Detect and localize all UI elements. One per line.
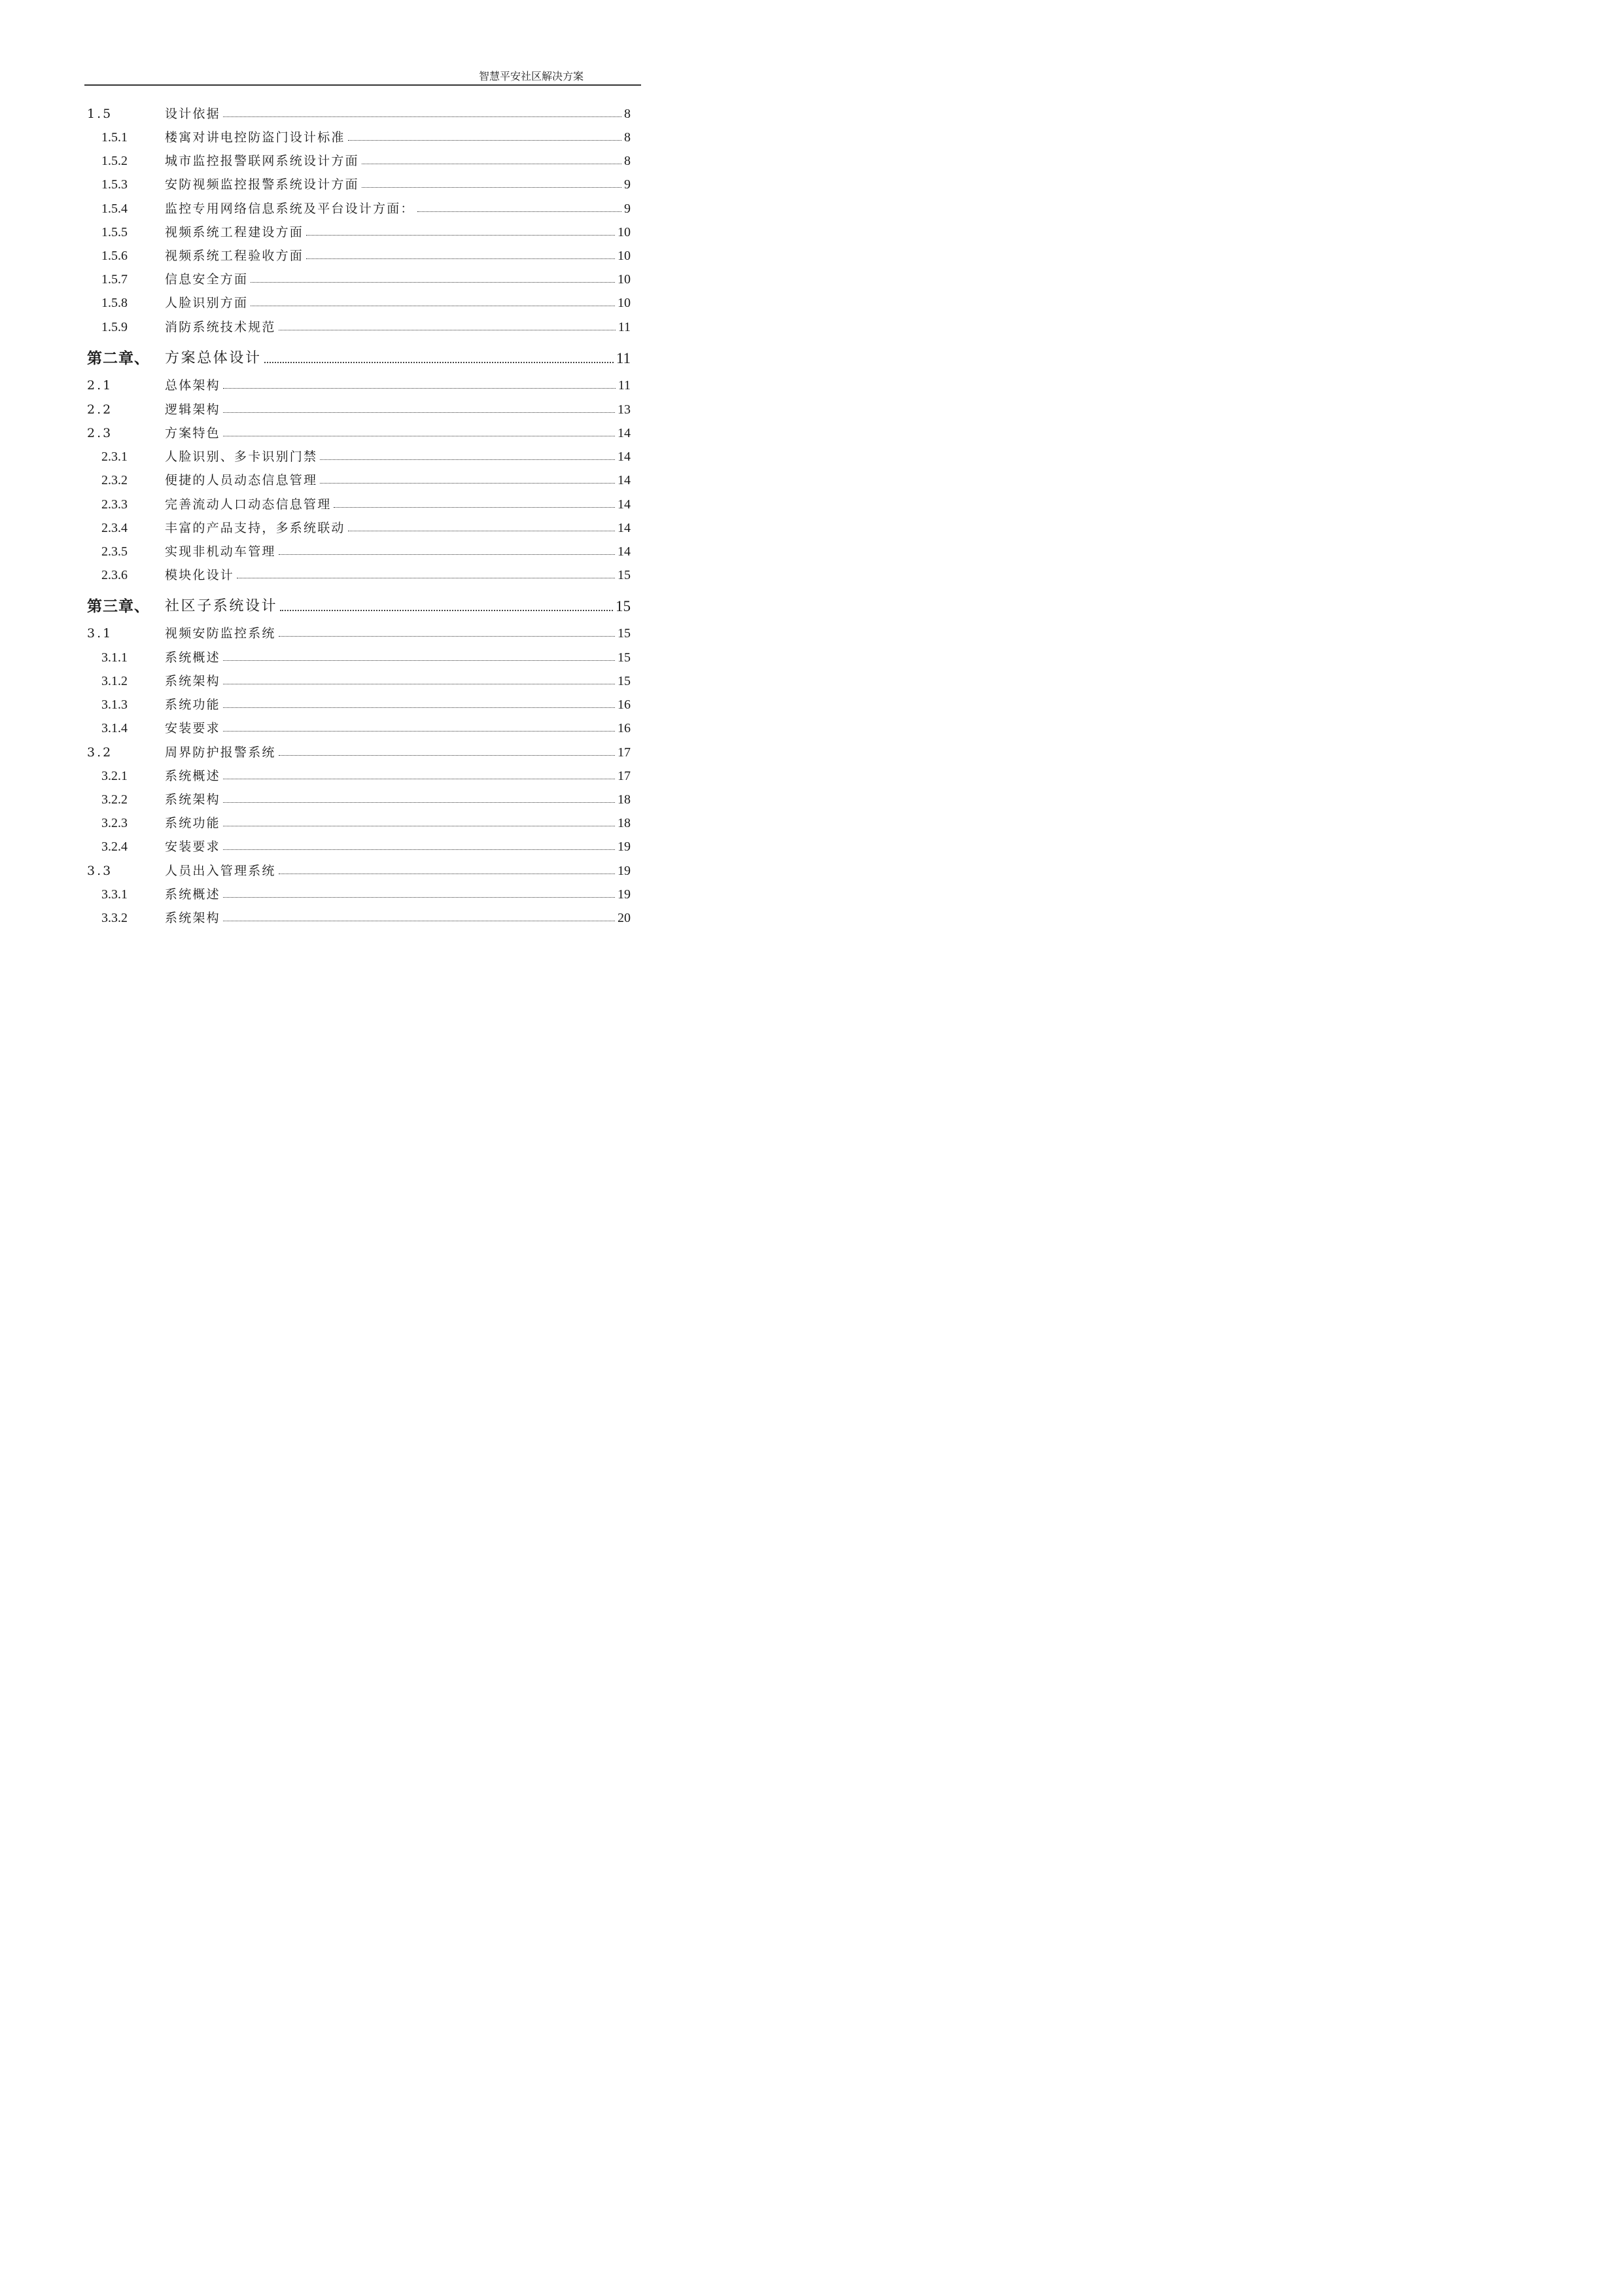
toc-entry[interactable] (0, 718, 722, 738)
toc-entry[interactable] (0, 128, 722, 147)
toc-dot-leader (223, 802, 615, 803)
toc-entry-number: 3.3 (87, 864, 113, 878)
toc-entry[interactable] (0, 293, 722, 313)
toc-dot-leader (320, 483, 615, 484)
toc-entry[interactable] (0, 400, 722, 419)
toc-dot-leader (306, 235, 615, 236)
toc-entry[interactable] (0, 317, 722, 337)
toc-entry-number: 1.5.8 (101, 296, 128, 310)
toc-entry-page-number: 15 (618, 674, 631, 688)
toc-entry-number: 2.3.4 (101, 521, 128, 535)
toc-entry-number: 1.5.5 (101, 225, 128, 239)
toc-entry[interactable] (0, 743, 722, 762)
toc-entry-title: 逻辑架构 (165, 402, 220, 417)
toc-entry[interactable] (0, 671, 722, 691)
toc-entry-number: 2.3.1 (101, 450, 128, 464)
toc-entry-page-number: 10 (618, 272, 631, 287)
toc-chapter-entry[interactable] (0, 349, 722, 368)
toc-entry-number: 3.3.2 (101, 911, 128, 925)
toc-entry-title: 方案特色 (165, 426, 220, 440)
toc-dot-leader (223, 116, 621, 117)
toc-dot-leader (223, 388, 616, 389)
toc-dot-leader (279, 755, 615, 756)
toc-entry[interactable] (0, 542, 722, 561)
toc-entry-page-number: 13 (618, 402, 631, 417)
toc-entry[interactable] (0, 246, 722, 266)
toc-chapter-entry[interactable] (0, 597, 722, 616)
toc-entry-title: 安装要求 (165, 721, 220, 735)
toc-entry-number: 1.5.4 (101, 202, 128, 216)
toc-entry-number: 1.5.1 (101, 130, 128, 145)
toc-entry-number: 2.1 (87, 378, 113, 393)
toc-entry-page-number: 14 (618, 473, 631, 487)
toc-entry-page-number: 18 (618, 816, 631, 830)
toc-entry-title: 系统架构 (165, 792, 220, 807)
toc-entry-number: 2.3.5 (101, 544, 128, 559)
toc-entry-title: 视频安防监控系统 (165, 626, 276, 641)
toc-entry-title: 实现非机动车管理 (165, 544, 276, 559)
toc-entry-number: 3.3.1 (101, 887, 128, 902)
toc-entry[interactable] (0, 270, 722, 289)
toc-entry-title: 系统架构 (165, 911, 220, 925)
toc-entry[interactable] (0, 199, 722, 219)
toc-entry-title: 安防视频监控报警系统设计方面 (165, 177, 359, 192)
toc-entry[interactable] (0, 837, 722, 857)
toc-entry-title: 系统概述 (165, 650, 220, 665)
toc-entry-number: 第三章、 (87, 598, 150, 615)
toc-entry[interactable] (0, 376, 722, 395)
toc-entry[interactable] (0, 885, 722, 904)
toc-entry-title: 设计依据 (165, 107, 220, 121)
toc-entry-page-number: 14 (618, 426, 631, 440)
toc-entry-title: 消防系统技术规范 (165, 320, 276, 334)
toc-entry-number: 3.2.1 (101, 769, 128, 783)
toc-entry-page-number: 19 (618, 864, 631, 878)
toc-entry-number: 1.5 (87, 107, 113, 121)
toc-entry-page-number: 14 (618, 521, 631, 535)
toc-entry-title: 方案总体设计 (165, 350, 262, 366)
toc-entry-title: 信息安全方面 (165, 272, 249, 287)
toc-entry-page-number: 18 (618, 792, 631, 807)
toc-entry[interactable] (0, 470, 722, 490)
toc-dot-leader (334, 507, 615, 508)
toc-entry-page-number: 15 (618, 650, 631, 665)
toc-dot-leader (417, 211, 621, 212)
toc-entry[interactable] (0, 766, 722, 786)
toc-entry-title: 视频系统工程建设方面 (165, 225, 304, 239)
toc-entry-number: 3.2.4 (101, 839, 128, 854)
toc-entry[interactable] (0, 104, 722, 124)
toc-entry[interactable] (0, 423, 722, 443)
toc-entry[interactable] (0, 151, 722, 171)
toc-entry-number: 1.5.7 (101, 272, 128, 287)
toc-entry-page-number: 11 (616, 350, 631, 366)
toc-dot-leader (280, 610, 613, 611)
toc-entry-page-number: 17 (618, 769, 631, 783)
toc-entry[interactable] (0, 790, 722, 809)
toc-entry-page-number: 10 (618, 225, 631, 239)
toc-entry-page-number: 11 (618, 378, 631, 393)
toc-entry-title: 人脸识别、多卡识别门禁 (165, 450, 318, 464)
toc-entry-title: 社区子系统设计 (165, 598, 278, 614)
toc-entry-page-number: 9 (624, 177, 631, 192)
toc-entry[interactable] (0, 222, 722, 242)
toc-entry-page-number: 9 (624, 202, 631, 216)
toc-entry-title: 模块化设计 (165, 568, 235, 582)
toc-entry-title: 视频系统工程验收方面 (165, 249, 304, 263)
toc-entry-number: 1.5.6 (101, 249, 128, 263)
toc-entry-page-number: 14 (618, 544, 631, 559)
toc-entry-page-number: 8 (624, 107, 631, 121)
toc-dot-leader (306, 258, 615, 259)
toc-dot-leader (223, 849, 615, 850)
toc-entry[interactable] (0, 861, 722, 881)
toc-entry-page-number: 8 (624, 154, 631, 168)
toc-dot-leader (279, 636, 615, 637)
toc-entry-number: 3.1.3 (101, 698, 128, 712)
toc-entry-page-number: 11 (618, 320, 631, 334)
toc-entry-number: 3.1.2 (101, 674, 128, 688)
toc-entry-page-number: 15 (618, 568, 631, 582)
toc-entry-page-number: 17 (618, 745, 631, 760)
toc-entry[interactable] (0, 175, 722, 194)
toc-entry-title: 楼寓对讲电控防盗门设计标准 (165, 130, 345, 145)
toc-entry-page-number: 10 (618, 249, 631, 263)
toc-dot-leader (223, 731, 615, 732)
toc-dot-leader (223, 412, 615, 413)
toc-entry-page-number: 20 (618, 911, 631, 925)
toc-dot-leader (223, 707, 615, 708)
toc-entry-title: 总体架构 (165, 378, 220, 393)
toc-dot-leader (223, 897, 615, 898)
toc-entry[interactable] (0, 624, 722, 643)
toc-entry-number: 1.5.9 (101, 320, 128, 334)
toc-entry-page-number: 19 (618, 887, 631, 902)
toc-dot-leader (223, 660, 615, 661)
toc-entry-title: 城市监控报警联网系统设计方面 (165, 154, 359, 168)
toc-entry-number: 3.2.3 (101, 816, 128, 830)
toc-entry-page-number: 14 (618, 497, 631, 512)
toc-entry[interactable] (0, 648, 722, 667)
toc-entry-number: 3.1.4 (101, 721, 128, 735)
toc-entry-title: 完善流动人口动态信息管理 (165, 497, 332, 512)
toc-entry-title: 人脸识别方面 (165, 296, 249, 310)
toc-entry-number: 第二章、 (87, 350, 150, 367)
toc-entry-number: 2.3.3 (101, 497, 128, 512)
toc-entry-title: 周界防护报警系统 (165, 745, 276, 760)
toc-dot-leader (264, 362, 614, 363)
toc-entry-number: 3.2 (87, 745, 113, 760)
table-of-contents (0, 0, 722, 1021)
toc-entry-page-number: 15 (618, 626, 631, 641)
toc-entry-title: 系统架构 (165, 674, 220, 688)
toc-dot-leader (320, 459, 615, 460)
toc-entry[interactable] (0, 813, 722, 833)
toc-entry-page-number: 16 (618, 698, 631, 712)
toc-entry-number: 1.5.2 (101, 154, 128, 168)
toc-dot-leader (251, 282, 615, 283)
running-header-title: 智慧平安社区解决方案 (478, 70, 584, 82)
toc-entry-title: 系统概述 (165, 769, 220, 783)
toc-dot-leader (362, 187, 621, 188)
toc-entry-page-number: 10 (618, 296, 631, 310)
toc-entry-number: 3.1 (87, 626, 113, 641)
toc-entry-number: 2.2 (87, 402, 113, 417)
toc-entry-title: 系统功能 (165, 816, 220, 830)
toc-entry-page-number: 19 (618, 839, 631, 854)
toc-entry[interactable] (0, 695, 722, 715)
toc-entry-title: 系统概述 (165, 887, 220, 902)
toc-entry[interactable] (0, 495, 722, 514)
toc-entry-number: 2.3 (87, 426, 113, 440)
toc-entry-title: 丰富的产品支持，多系统联动 (165, 521, 345, 535)
toc-dot-leader (348, 140, 621, 141)
toc-entry-number: 3.1.1 (101, 650, 128, 665)
toc-entry-number: 1.5.3 (101, 177, 128, 192)
toc-entry-title: 人员出入管理系统 (165, 864, 276, 878)
toc-entry-page-number: 8 (624, 130, 631, 145)
toc-entry[interactable] (0, 565, 722, 585)
toc-entry[interactable] (0, 518, 722, 538)
toc-entry-title: 安装要求 (165, 839, 220, 854)
toc-entry-number: 2.3.6 (101, 568, 128, 582)
toc-entry[interactable] (0, 908, 722, 928)
toc-entry-page-number: 15 (616, 598, 631, 614)
toc-entry[interactable] (0, 447, 722, 467)
toc-entry-title: 系统功能 (165, 698, 220, 712)
toc-entry-number: 2.3.2 (101, 473, 128, 487)
toc-entry-page-number: 14 (618, 450, 631, 464)
toc-dot-leader (279, 554, 615, 555)
toc-entry-page-number: 16 (618, 721, 631, 735)
toc-entry-title: 监控专用网络信息系统及平台设计方面： (165, 202, 415, 216)
toc-entry-title: 便捷的人员动态信息管理 (165, 473, 318, 487)
toc-entry-number: 3.2.2 (101, 792, 128, 807)
